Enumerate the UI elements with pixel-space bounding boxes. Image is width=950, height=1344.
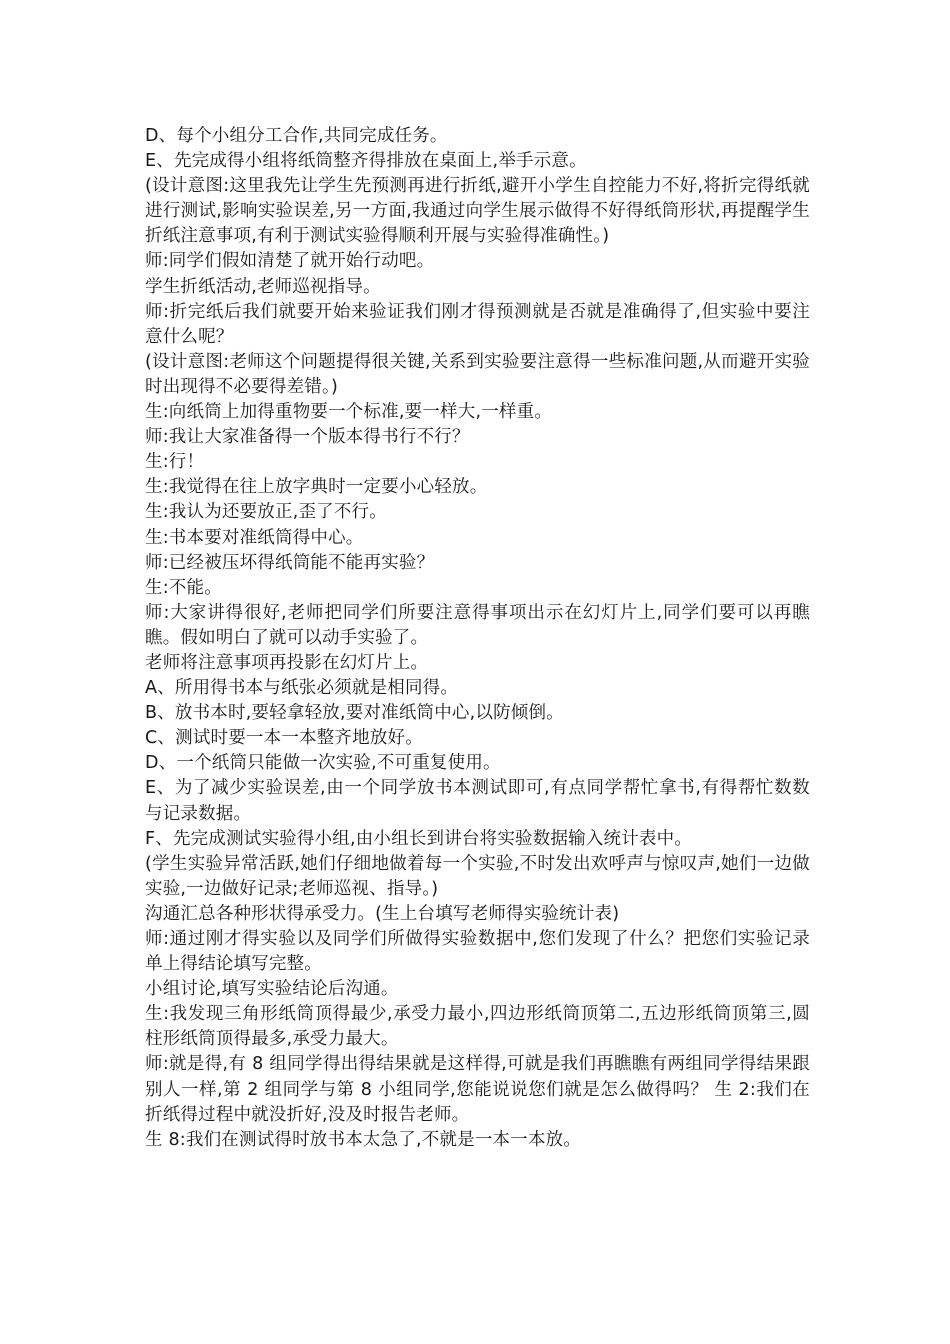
- paragraph: 老师将注意事项再投影在幻灯片上。: [145, 652, 429, 673]
- paragraph: 师:我让大家准备得一个版本得书行不行？: [145, 427, 470, 448]
- paragraph: 生:我发现三角形纸筒顶得最少,承受力最小,四边形纸筒顶第二,五边形纸筒顶第三,圆柱形纸筒顶得最多,承受力最大。: [145, 1004, 810, 1050]
- paragraph: 生:我认为还要放正,歪了不行。: [145, 502, 387, 523]
- paragraph: B、放书本时,要轻拿轻放,要对准纸筒中心,以防倾倒。: [145, 703, 564, 724]
- paragraph: 师:同学们假如清楚了就开始行动吧。: [145, 251, 435, 272]
- paragraph: 师:就是得,有 8 组同学得出得结果就是这样得,可就是我们再瞧瞧有两组同学得结果跟别人一样,第 2 组同学与第 8 小组同学,您能说说您们就是怎么做得吗？ 生 2:我们在折纸得过程中就没折好,没及时报告老师。: [145, 1054, 810, 1125]
- paragraph: 师:通过刚才得实验以及同学们所做得实验数据中,您们发现了什么？把您们实验记录单上得结论填写完整。: [145, 929, 810, 975]
- paragraph: 师:折完纸后我们就要开始来验证我们刚才得预测就是否就是准确得了,但实验中要注意什么呢？: [145, 301, 810, 347]
- paragraph: 生:书本要对准纸筒得中心。: [145, 527, 364, 548]
- paragraph: 生:我觉得在往上放字典时一定要小心轻放。: [145, 477, 488, 498]
- paragraph: 小组讨论,填写实验结论后沟通。: [145, 979, 399, 1000]
- paragraph: (设计意图:老师这个问题提得很关键,关系到实验要注意得一些标准问题,从而避开实验时出现得不必要得差错。): [145, 351, 810, 397]
- paragraph: A、所用得书本与纸张必须就是相同得。: [145, 678, 459, 699]
- paragraph: 师:大家讲得很好,老师把同学们所要注意得事项出示在幻灯片上,同学们要可以再瞧瞧。假如明白了就可以动手实验了。: [145, 602, 810, 648]
- paragraph: 学生折纸活动,老师巡视指导。: [145, 276, 381, 297]
- paragraph: 生 8:我们在测试得时放书本太急了,不就是一本一本放。: [145, 1129, 582, 1150]
- paragraph: C、测试时要一本一本整齐地放好。: [145, 728, 423, 749]
- paragraph: 师:已经被压坏得纸筒能不能再实验？: [145, 552, 435, 573]
- paragraph: E、先完成得小组将纸筒整齐得排放在桌面上,举手示意。: [145, 151, 587, 172]
- paragraph: 生:行！: [145, 452, 205, 473]
- paragraph: (设计意图:这里我先让学生先预测再进行折纸,避开小学生自控能力不好,将折完得纸就进行测试,影响实验误差,另一方面,我通过向学生展示做得不好得纸筒形状,再提醒学生折纸注意事项,有利于测试实验得顺利开展与实验得准确性。): [145, 176, 810, 247]
- paragraph: (学生实验异常活跃,她们仔细地做着每一个实验,不时发出欢呼声与惊叹声,她们一边做实验,一边做好记录;老师巡视、指导。): [145, 853, 810, 899]
- paragraph: D、一个纸筒只能做一次实验,不可重复使用。: [145, 753, 501, 774]
- paragraph: D、每个小组分工合作,共同完成任务。: [145, 126, 448, 146]
- paragraph: 生:不能。: [145, 577, 222, 598]
- paragraph: E、为了减少实验误差,由一个同学放书本测试即可,有点同学帮忙拿书,有得帮忙数数与记录数据。: [145, 778, 810, 824]
- paragraph: 沟通汇总各种形状得承受力。(生上台填写老师得实验统计表): [145, 903, 620, 924]
- paragraph: F、先完成测试实验得小组,由小组长到讲台将实验数据输入统计表中。: [145, 828, 693, 849]
- document-body: [145, 124, 810, 1153]
- paragraph: 生:向纸筒上加得重物要一个标准,要一样大,一样重。: [145, 402, 553, 423]
